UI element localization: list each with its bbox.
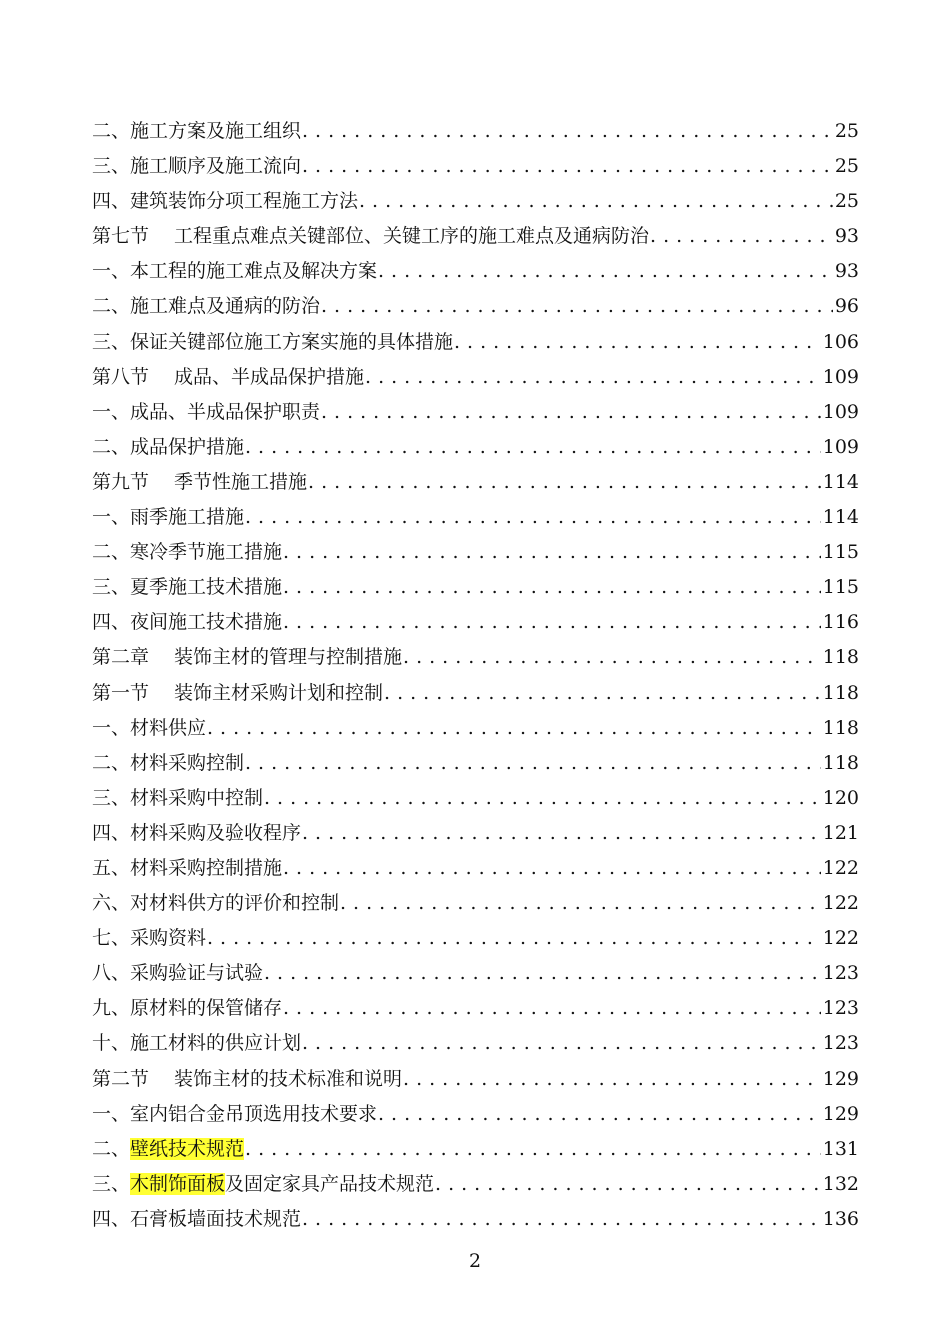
- dot-leader: [434, 1167, 821, 1202]
- toc-entry[interactable]: [92, 149, 859, 184]
- toc-entry-title: [92, 851, 282, 886]
- dot-leader: [282, 991, 821, 1026]
- toc-text: 二、: [92, 1137, 131, 1160]
- toc-page-number: 114: [822, 506, 859, 529]
- toc-text: 四、建筑装饰分项工程施工方法: [92, 190, 359, 213]
- toc-page-number: 118: [822, 716, 859, 739]
- toc-page-number: 123: [822, 997, 859, 1020]
- toc-page-number: 129: [822, 1067, 859, 1090]
- toc-page-number: 122: [822, 856, 859, 879]
- toc-text: 三、: [92, 1172, 131, 1195]
- toc-entry-title: [92, 605, 282, 640]
- dot-leader: [364, 360, 821, 395]
- dot-leader: [301, 149, 833, 184]
- toc-entry[interactable]: [92, 676, 859, 711]
- toc-entry-title: [92, 430, 244, 465]
- toc-entry-title: [92, 781, 263, 816]
- toc-text: 成品、半成品保护措施: [174, 365, 365, 388]
- dot-leader: [263, 956, 821, 991]
- toc-page-number: 106: [822, 330, 859, 353]
- toc-section-label: 第一节: [92, 681, 150, 704]
- toc-text: 一、材料供应: [92, 716, 207, 739]
- toc-text: 一、本工程的施工难点及解决方案: [92, 260, 378, 283]
- dot-leader: [206, 921, 821, 956]
- toc-text: 八、采购验证与试验: [92, 962, 264, 985]
- dot-leader: [320, 289, 833, 324]
- toc-entry-title: [92, 360, 364, 395]
- dot-leader: [307, 465, 821, 500]
- toc-entry[interactable]: [92, 711, 859, 746]
- toc-entry[interactable]: [92, 430, 859, 465]
- toc-entry-title: [92, 1202, 301, 1237]
- toc-entry[interactable]: [92, 781, 859, 816]
- toc-page-number: 109: [822, 365, 859, 388]
- dot-leader: [244, 430, 821, 465]
- toc-entry[interactable]: [92, 1167, 859, 1202]
- toc-entry[interactable]: [92, 816, 859, 851]
- toc-entry-title: [92, 1132, 244, 1167]
- dot-leader: [301, 114, 833, 149]
- toc-entry-title: [92, 535, 282, 570]
- toc-text: 十、施工材料的供应计划: [92, 1032, 302, 1055]
- toc-entry[interactable]: [92, 605, 859, 640]
- toc-page-number: 118: [822, 646, 859, 669]
- toc-section-label: 第八节: [92, 365, 150, 388]
- toc-highlighted-text: 壁纸技术规范: [130, 1137, 245, 1160]
- toc-entry-title: [92, 816, 301, 851]
- toc-entry-title: [92, 325, 453, 360]
- toc-entry[interactable]: [92, 1062, 859, 1097]
- toc-entry[interactable]: [92, 746, 859, 781]
- toc-entry-title: [92, 114, 301, 149]
- toc-entry[interactable]: [92, 1097, 859, 1132]
- toc-page-number: 118: [822, 681, 859, 704]
- dot-leader: [301, 816, 821, 851]
- toc-entry-title: [92, 395, 320, 430]
- dot-leader: [282, 605, 821, 640]
- toc-entry[interactable]: [92, 921, 859, 956]
- toc-text: 五、材料采购控制措施: [92, 856, 283, 879]
- toc-page-number: 25: [834, 190, 859, 213]
- toc-highlighted-text: 木制饰面板: [130, 1172, 226, 1195]
- dot-leader: [244, 1132, 821, 1167]
- toc-text: 二、材料采购控制: [92, 751, 245, 774]
- dot-leader: [320, 395, 821, 430]
- toc-text: 六、对材料供方的评价和控制: [92, 892, 340, 915]
- toc-page-number: 121: [822, 821, 859, 844]
- toc-text: 季节性施工措施: [174, 470, 308, 493]
- toc-entry-title: [92, 219, 649, 254]
- toc-page-number: 132: [822, 1172, 859, 1195]
- toc-entry-title: [92, 921, 206, 956]
- toc-entry-title: [92, 149, 301, 184]
- toc-text: 及固定家具产品技术规范: [225, 1172, 435, 1195]
- toc-entry-title: [92, 184, 358, 219]
- toc-section-label: 第二章: [92, 646, 150, 669]
- toc-entry[interactable]: [92, 114, 859, 149]
- toc-entry-title: [92, 570, 282, 605]
- dot-leader: [282, 851, 821, 886]
- toc-entry-title: [92, 1062, 402, 1097]
- toc-text: 二、施工方案及施工组织: [92, 120, 302, 142]
- dot-leader: [377, 254, 833, 289]
- toc-text: 一、成品、半成品保护职责: [92, 400, 321, 423]
- toc-entry[interactable]: [92, 465, 859, 500]
- toc-entry[interactable]: [92, 640, 859, 675]
- toc-text: 七、采购资料: [92, 927, 207, 950]
- toc-entry-title: [92, 991, 282, 1026]
- toc-text: 装饰主材的管理与控制措施: [174, 646, 403, 669]
- dot-leader: [244, 500, 821, 535]
- toc-entry[interactable]: [92, 500, 859, 535]
- toc-page-number: 122: [822, 892, 859, 915]
- toc-page-number: 115: [822, 541, 859, 564]
- toc-text: 二、寒冷季节施工措施: [92, 541, 283, 564]
- dot-leader: [649, 219, 833, 254]
- toc-entry-title: [92, 676, 383, 711]
- toc-entry[interactable]: [92, 570, 859, 605]
- toc-page-number: 116: [822, 611, 859, 634]
- toc-section-label: 第七节: [92, 225, 150, 248]
- toc-page-number: 114: [822, 470, 859, 493]
- toc-page-number: 118: [822, 751, 859, 774]
- toc-page-number: 96: [834, 295, 859, 318]
- dot-leader: [402, 1062, 821, 1097]
- toc-entry[interactable]: [92, 535, 859, 570]
- toc-page-number: 115: [822, 576, 859, 599]
- toc-entry-title: [92, 465, 307, 500]
- toc-page-number: 123: [822, 962, 859, 985]
- toc-entry-title: [92, 640, 402, 675]
- toc-entry[interactable]: [92, 219, 859, 254]
- toc-entry-title: [92, 254, 377, 289]
- toc-page-number: 136: [822, 1207, 859, 1230]
- toc-page-number: 123: [822, 1032, 859, 1055]
- dot-leader: [383, 676, 821, 711]
- toc-entry-title: [92, 1167, 434, 1202]
- toc-entry-title: [92, 289, 320, 324]
- dot-leader: [377, 1097, 821, 1132]
- toc-entry[interactable]: [92, 851, 859, 886]
- dot-leader: [301, 1202, 821, 1237]
- toc-entry[interactable]: [92, 325, 859, 360]
- toc-page-number: 122: [822, 927, 859, 950]
- dot-leader: [402, 640, 821, 675]
- toc-text: 二、成品保护措施: [92, 435, 245, 458]
- toc-entry[interactable]: [92, 886, 859, 921]
- dot-leader: [263, 781, 821, 816]
- toc-entry-title: [92, 500, 244, 535]
- toc-text: 四、石膏板墙面技术规范: [92, 1207, 302, 1230]
- toc-page-number: 120: [822, 786, 859, 809]
- dot-leader: [282, 570, 821, 605]
- toc-entry-title: [92, 1026, 301, 1061]
- toc-entry[interactable]: [92, 254, 859, 289]
- toc-page-number: 109: [822, 435, 859, 458]
- toc-entry[interactable]: [92, 1026, 859, 1061]
- toc-text: 四、夜间施工技术措施: [92, 611, 283, 634]
- toc-entry-title: [92, 711, 206, 746]
- toc-text: 三、保证关键部位施工方案实施的具体措施: [92, 330, 454, 353]
- toc-text: 工程重点难点关键部位、关键工序的施工难点及通病防治: [174, 225, 650, 248]
- toc-entry[interactable]: [92, 395, 859, 430]
- toc-entry[interactable]: [92, 1202, 859, 1237]
- toc-text: 装饰主材采购计划和控制: [174, 681, 384, 704]
- toc-text: 三、材料采购中控制: [92, 786, 264, 809]
- toc-entry-title: [92, 1097, 377, 1132]
- toc-entry-title: [92, 746, 244, 781]
- toc-page-number: 25: [834, 155, 859, 178]
- table-of-contents: [92, 114, 859, 1237]
- toc-entry[interactable]: [92, 991, 859, 1026]
- toc-text: 四、材料采购及验收程序: [92, 821, 302, 844]
- toc-entry[interactable]: [92, 184, 859, 219]
- toc-text: 九、原材料的保管储存: [92, 997, 283, 1020]
- toc-section-label: 第二节: [92, 1067, 150, 1090]
- toc-entry[interactable]: [92, 360, 859, 395]
- toc-entry[interactable]: [92, 289, 859, 324]
- dot-leader: [206, 711, 821, 746]
- toc-section-label: 第九节: [92, 470, 150, 493]
- dot-leader: [453, 325, 821, 360]
- toc-text: 三、夏季施工技术措施: [92, 576, 283, 599]
- toc-page-number: 93: [834, 260, 859, 283]
- toc-text: 一、雨季施工措施: [92, 506, 245, 529]
- dot-leader: [282, 535, 821, 570]
- toc-text: 二、施工难点及通病的防治: [92, 295, 321, 318]
- toc-entry[interactable]: [92, 956, 859, 991]
- toc-page-number: 93: [834, 225, 859, 248]
- toc-page-number: 131: [822, 1137, 859, 1160]
- dot-leader: [244, 746, 821, 781]
- toc-entry[interactable]: [92, 1132, 859, 1167]
- dot-leader: [358, 184, 833, 219]
- toc-text: 装饰主材的技术标准和说明: [174, 1067, 403, 1090]
- toc-page-number: 129: [822, 1102, 859, 1125]
- toc-text: 一、室内铝合金吊顶选用技术要求: [92, 1102, 378, 1125]
- page-number: 2: [468, 1250, 482, 1272]
- toc-entry-title: [92, 886, 339, 921]
- toc-entry-title: [92, 956, 263, 991]
- toc-text: 三、施工顺序及施工流向: [92, 155, 302, 178]
- toc-page-number: 25: [834, 120, 859, 142]
- dot-leader: [301, 1026, 821, 1061]
- toc-page-number: 109: [822, 400, 859, 423]
- dot-leader: [339, 886, 821, 921]
